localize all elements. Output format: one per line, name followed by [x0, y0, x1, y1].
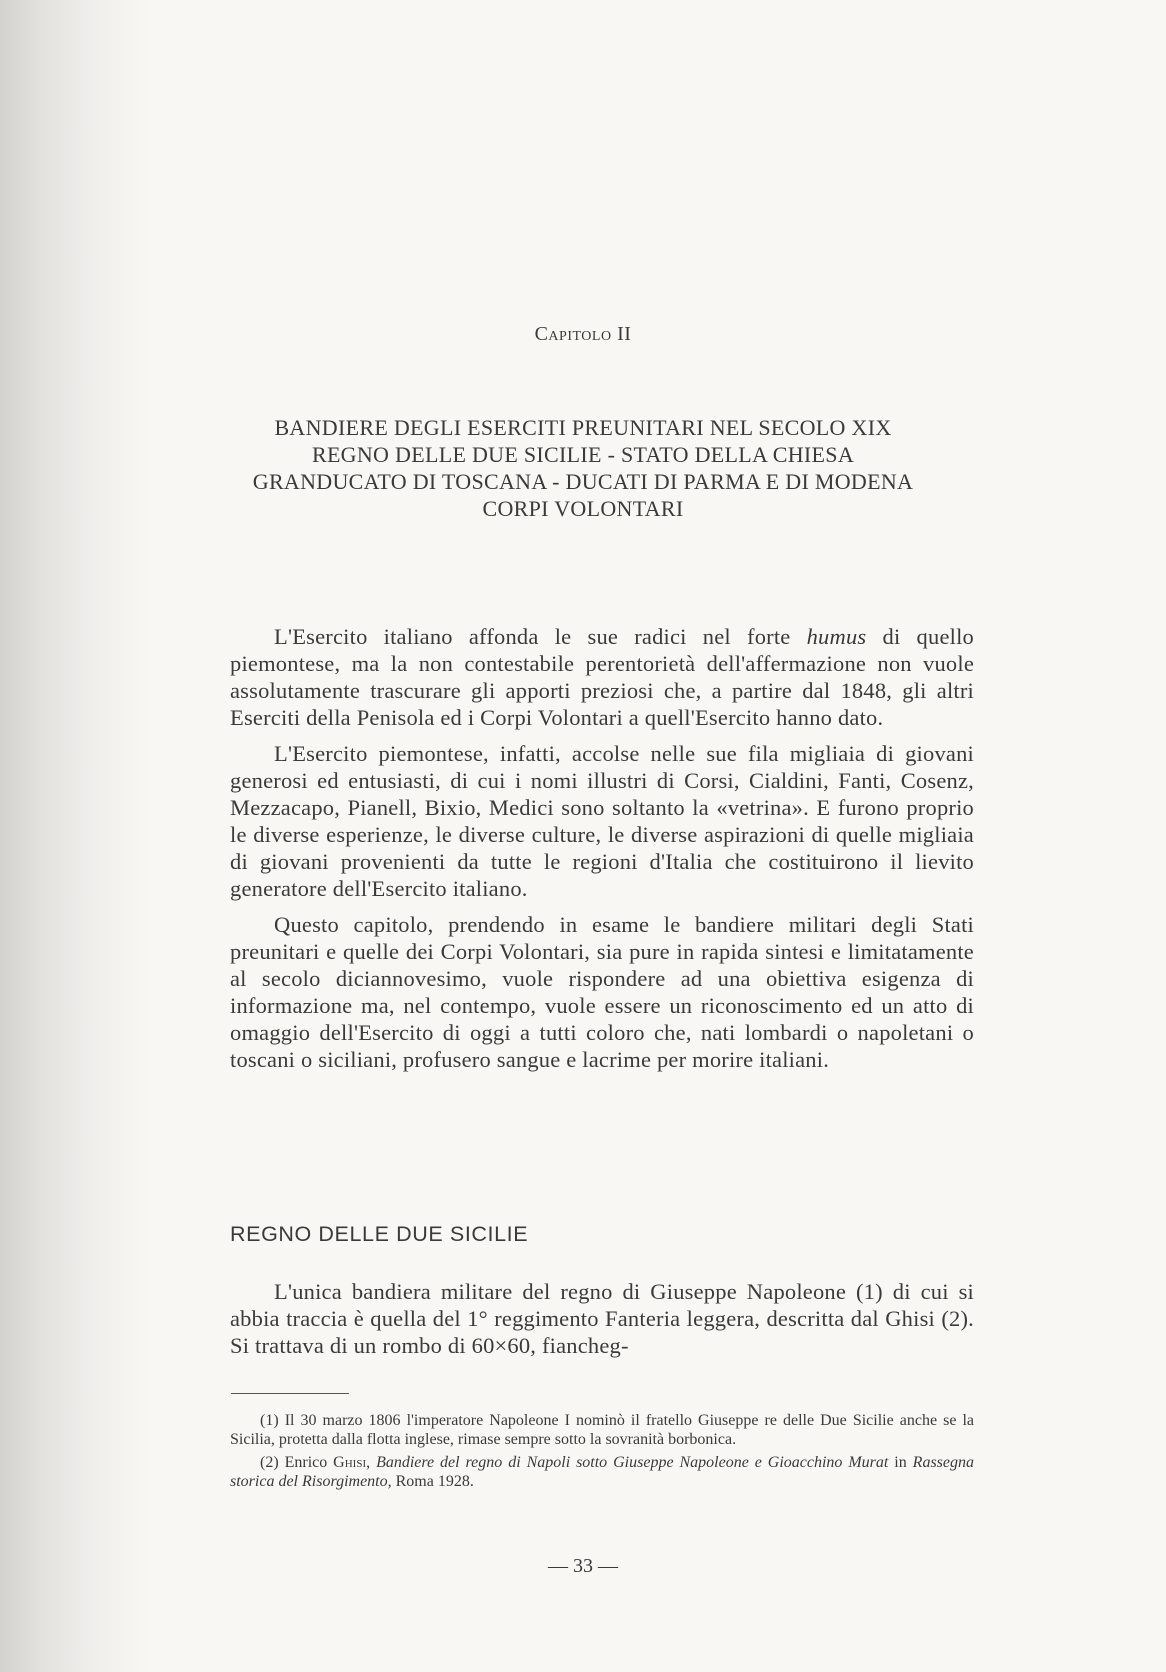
text-span: in: [888, 1454, 913, 1471]
text-span: Roma 1928.: [391, 1473, 474, 1490]
chapter-title-line: CORPI VOLONTARI: [482, 496, 684, 521]
chapter-title-line: REGNO DELLE DUE SICILIE - STATO DELLA CHIESA: [311, 442, 855, 467]
text-span: (2) Enrico: [260, 1454, 334, 1471]
text-span: ,: [366, 1454, 377, 1471]
page-number: — 33 —: [548, 1555, 618, 1577]
footnote-divider: [231, 1393, 349, 1394]
text-span: L'Esercito italiano affonda le sue radici nel forte: [274, 624, 807, 649]
section-heading: REGNO DELLE DUE SICILIE: [230, 1222, 529, 1246]
chapter-title: [0, 414, 1166, 522]
chapter-title-line: BANDIERE DEGLI ESERCITI PREUNITARI NEL SECOLO XIX: [274, 415, 892, 440]
footnote-journal: Rassegna storica del Risorgimento,: [230, 1454, 974, 1490]
footnotes: [230, 1411, 974, 1495]
footnote-author: Ghisi: [333, 1454, 367, 1471]
text-span: di quello piemontese, ma la non contestabile perentorietà dell'affermazione non vuole assolutamente trascurare gli apporti preziosi che, a partire dal 1848, gli altri Eserciti della Penisola ed i Corpi Volontari a quell'Esercito hanno dato.: [230, 624, 974, 730]
footnote-2: [230, 1453, 974, 1491]
intro-paragraph: Questo capitolo, prendendo in esame le bandiere militari degli Stati preunitari e quelle dei Corpi Volontari, sia pure in rapida sintesi e limitatamente al secolo diciannovesimo, vuole rispondere ad una obiettiva esigenza di informazione ma, nel contempo, vuole essere un riconoscimento ed un atto di omaggio dell'Esercito di oggi a tutti coloro che, nati lombardi o napoletani o toscani o siciliani, profusero sangue e lacrime per morire italiani.: [230, 912, 974, 1072]
intro-paragraph: L'Esercito piemontese, infatti, accolse nelle sue fila migliaia di giovani generosi ed entusiasti, di cui i nomi illustri di Corsi, Cialdini, Fanti, Cosenz, Mezzacapo, Pianell, Bixio, Medici sono soltanto la «vetrina». E furono proprio le diverse esperienze, le diverse culture, le diverse aspirazioni di quelle migliaia di giovani provenienti da tutte le regioni d'Italia che costituirono il lievito generatore dell'Esercito italiano.: [230, 741, 974, 901]
section-text: [230, 1278, 974, 1368]
intro-text: [230, 623, 974, 1082]
section-paragraph: L'unica bandiera militare del regno di Giuseppe Napoleone (1) di cui si abbia traccia è quella del 1° reggimento Fanteria leggera, descritta dal Ghisi (2). Si trattava di un rombo di 60×60, fiancheg-: [230, 1279, 974, 1358]
intro-paragraph: [230, 623, 974, 731]
chapter-label: Capitolo II: [534, 323, 632, 345]
italic-term: humus: [806, 624, 867, 649]
footnote-1: (1) Il 30 marzo 1806 l'imperatore Napoleone I nominò il fratello Giuseppe re delle Due Sicilie anche se la Sicilia, protetta dalla flotta inglese, rimase sempre sotto la sovranità borbonica.: [230, 1412, 974, 1448]
footnote-title: Bandiere del regno di Napoli sotto Giuseppe Napoleone e Gioacchino Murat: [376, 1454, 889, 1471]
chapter-title-line: GRANDUCATO DI TOSCANA - DUCATI DI PARMA E DI MODENA: [252, 469, 914, 494]
